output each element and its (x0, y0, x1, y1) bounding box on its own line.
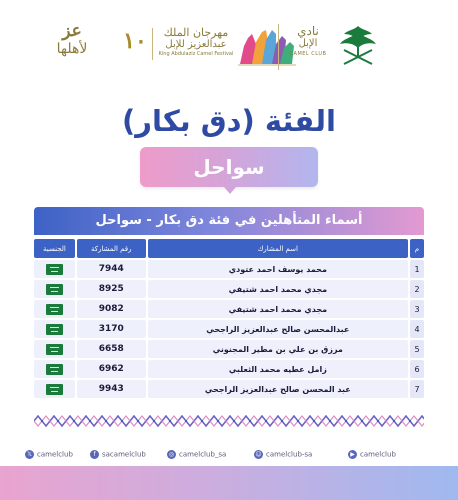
nationality-cell (34, 320, 75, 338)
row-index: 3 (410, 300, 424, 318)
social-handle: camelclub (360, 450, 396, 459)
footer (0, 447, 458, 467)
izz-line1: عز (62, 21, 82, 41)
participant-name: عبدالمحسن صالح عبدالعزيز الراجحي (148, 320, 408, 338)
participant-number: 9082 (77, 300, 146, 318)
club-line1: نادي (297, 24, 319, 38)
page-title: الفئة (دق بكار) (122, 104, 336, 138)
social-instagram[interactable] (167, 450, 226, 459)
row-index: 7 (410, 380, 424, 398)
club-line2: الإبل (298, 38, 318, 49)
social-handle: camelclub (37, 450, 73, 459)
social-snapchat[interactable] (254, 450, 312, 459)
social-handle: camelclub_sa (179, 450, 227, 459)
bottom-gradient-bar (0, 466, 458, 500)
x-icon: 𝕏 (25, 450, 34, 459)
tenth-edition-logo: ١٠ (118, 28, 153, 60)
region-subtitle: سواحل (140, 147, 318, 187)
decorative-pattern (34, 414, 424, 428)
table-row (34, 260, 424, 278)
participant-name: مجدي محمد احمد شتيفي (148, 280, 408, 298)
table-row (34, 300, 424, 318)
row-index: 2 (410, 280, 424, 298)
facebook-icon: f (90, 450, 99, 459)
nationality-cell (34, 260, 75, 278)
participant-number: 7944 (77, 260, 146, 278)
nationality-cell (34, 360, 75, 378)
social-handle: sacamelclub (102, 450, 146, 459)
table-row (34, 380, 424, 398)
nationality-cell (34, 380, 75, 398)
table-row (34, 360, 424, 378)
saudi-flag-icon (46, 364, 63, 375)
nationality-cell (34, 340, 75, 358)
participant-number: 6962 (77, 360, 146, 378)
participant-number: 3170 (77, 320, 146, 338)
row-index: 5 (410, 340, 424, 358)
table-banner: أسماء المتأهلين في فئة دق بكار - سواحل (34, 207, 424, 235)
saudi-flag-icon (46, 384, 63, 395)
festival-en: King Abdulaziz Camel Festival (158, 51, 234, 57)
snapchat-icon: ☺ (255, 451, 262, 458)
table-row (34, 340, 424, 358)
izz-line2: لأهلها (56, 41, 88, 57)
table-header-row (34, 239, 424, 258)
table-row (34, 320, 424, 338)
row-index: 4 (410, 320, 424, 338)
nationality-cell (34, 280, 75, 298)
participant-number: 9943 (77, 380, 146, 398)
nationality-cell (34, 300, 75, 318)
participant-name: مرزق بن علي بن مطير المجنوني (148, 340, 408, 358)
table-grid (32, 237, 426, 400)
row-index: 1 (410, 260, 424, 278)
social-facebook[interactable] (90, 450, 146, 459)
participant-number: 8925 (77, 280, 146, 298)
participant-name: عبد المحسن صالح عبدالعزيز الراجحي (148, 380, 408, 398)
qualifiers-table (34, 207, 424, 400)
header (0, 0, 458, 86)
participant-name: مجدي محمد احمد شتيفي (148, 300, 408, 318)
participant-number: 6658 (77, 340, 146, 358)
participant-name: زامل عطيه محمد الثعلبي (148, 360, 408, 378)
festival-line1: مهرجان الملك (163, 26, 229, 39)
saudi-flag-icon (46, 264, 63, 275)
youtube-icon: ▶ (348, 450, 357, 459)
club-en: CAMEL CLUB (289, 51, 327, 57)
header-name: اسم المشارك (148, 239, 408, 258)
camel-club-logo (278, 24, 333, 70)
row-index: 6 (410, 360, 424, 378)
festival-line2: عبدالعزيز للإبل (165, 39, 227, 50)
social-youtube[interactable] (348, 450, 396, 459)
saudi-flag-icon (46, 324, 63, 335)
instagram-icon: ◎ (168, 451, 175, 458)
izz-lahlha-logo (42, 22, 102, 66)
participant-name: محمد يوسف احمد عتودي (148, 260, 408, 278)
table-row (34, 280, 424, 298)
saudi-emblem-icon (336, 22, 380, 68)
header-number: رقم المشاركة (77, 239, 146, 258)
header-index: م (410, 239, 424, 258)
saudi-flag-icon (46, 344, 63, 355)
saudi-flag-icon (46, 284, 63, 295)
social-x[interactable] (25, 450, 73, 459)
social-handle: camelclub-sa (266, 450, 313, 459)
saudi-flag-icon (46, 304, 63, 315)
header-nationality: الجنسية (34, 239, 75, 258)
